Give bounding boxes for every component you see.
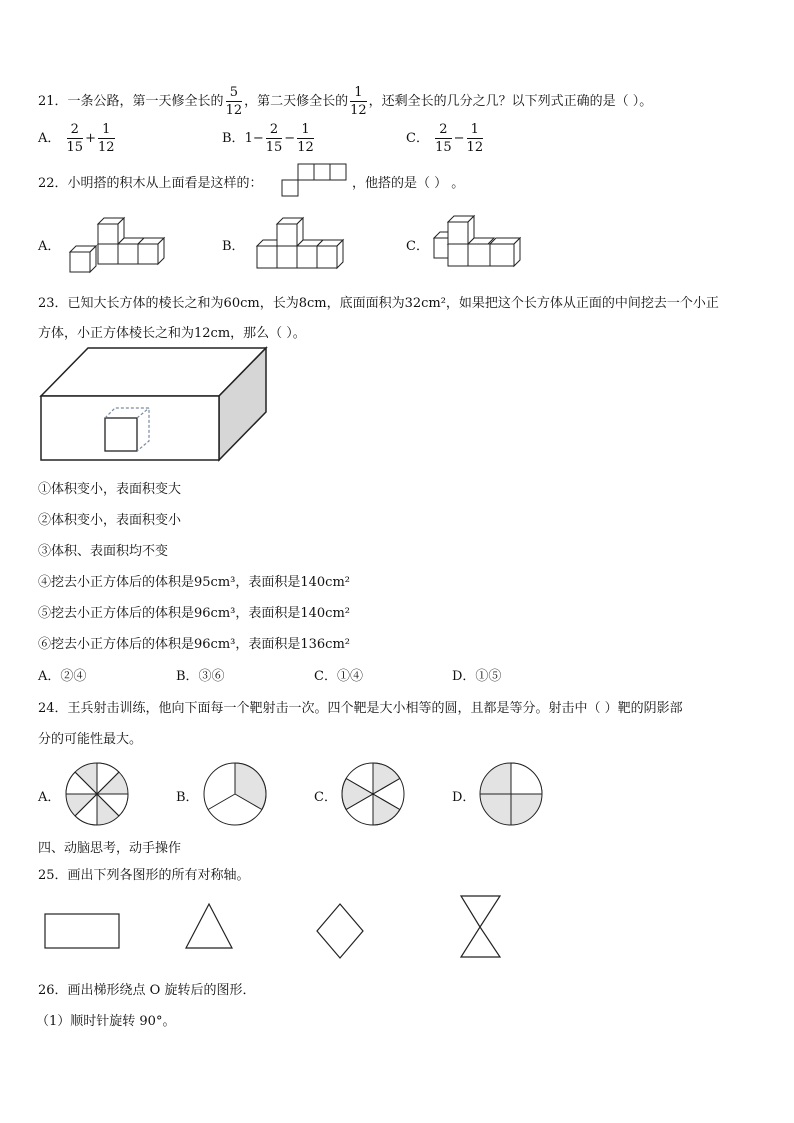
- q23-statement-5: ⑤挖去小正方体后的体积是96cm³，表面积是140cm²: [38, 606, 350, 621]
- q22-option-c[interactable]: C．: [406, 239, 429, 254]
- q23-statement-4: ④挖去小正方体后的体积是95cm³，表面积是140cm²: [38, 575, 350, 590]
- hourglass-shape: [458, 894, 504, 960]
- fraction: $\frac{1}{12}$: [350, 85, 367, 118]
- target-d: [478, 761, 544, 827]
- cube-figure-a: [68, 216, 168, 274]
- section-heading: 四、动脑思考，动手操作: [38, 841, 182, 856]
- fraction: $\frac{5}{12}$: [225, 85, 243, 118]
- q24-option-a[interactable]: A．: [38, 790, 61, 805]
- triangle-shape: [184, 902, 236, 950]
- top-view-figure: [282, 163, 352, 199]
- cuboid-figure: [40, 346, 270, 462]
- cube-figure-c: [432, 214, 532, 274]
- q26-part1: （1）顺时针旋转 90°。: [36, 1014, 176, 1029]
- q23-line2: 方体，小正方体棱长之和为12cm，那么（ ）。: [38, 326, 306, 341]
- q22-option-a[interactable]: A．: [38, 239, 61, 254]
- q24-option-c[interactable]: C．: [314, 790, 337, 805]
- q24-line1: 24．王兵射击训练，他向下面每一个靶射击一次。四个靶是大小相等的圆，且都是等分。射击中（ ）靶的阴影部: [38, 701, 683, 716]
- q22-tail: ，他搭的是（ ） 。: [352, 176, 465, 191]
- q25-stem: 25．画出下列各图形的所有对称轴。: [38, 868, 250, 883]
- q24-option-b[interactable]: B．: [176, 790, 199, 805]
- q24-option-d[interactable]: D．: [452, 790, 476, 805]
- q21-stem: 21．一条公路，第一天修全长的 $\frac{5}{12}$ ，第二天修全长的 $\frac{1}{12}$ ，还剩全长的几分之几？以下列式正确的是（ ）。: [38, 85, 653, 118]
- cube-figure-b: [255, 216, 355, 274]
- q23-option-b[interactable]: B．③⑥: [176, 669, 225, 684]
- q26-stem: 26．画出梯形绕点 O 旋转后的图形．: [38, 983, 256, 998]
- q23-statement-6: ⑥挖去小正方体后的体积是96cm³，表面积是136cm²: [38, 637, 350, 652]
- q21-option-b[interactable]: B．1− $\frac{2}{15}$ − $\frac{1}{12}$: [222, 122, 314, 155]
- q24-line2: 分的可能性最大。: [38, 732, 143, 747]
- q23-statement-3: ③体积、表面积均不变: [38, 544, 169, 559]
- rectangle-shape: [44, 912, 122, 950]
- q23-statement-2: ②体积变小，表面积变小: [38, 513, 182, 528]
- q23-option-c[interactable]: C．①④: [314, 669, 363, 684]
- q23-statement-1: ①体积变小，表面积变大: [38, 482, 182, 497]
- target-b: [202, 761, 268, 827]
- q23-option-a[interactable]: A．②④: [38, 669, 87, 684]
- q21-option-c[interactable]: C． $\frac{2}{15}$ − $\frac{1}{12}$: [406, 122, 484, 155]
- target-a: [64, 761, 130, 827]
- q22-option-b[interactable]: B．: [222, 239, 245, 254]
- target-c: [340, 761, 406, 827]
- q23-option-d[interactable]: D．①⑤: [452, 669, 502, 684]
- q23-line1: 23．已知大长方体的棱长之和为60cm，长为8cm，底面面积为32cm²，如果把这个长方体从正面的中间挖去一个小正: [38, 296, 719, 311]
- rhombus-shape: [315, 902, 367, 960]
- q22-stem: 22．小明搭的积木从上面看是这样的：: [38, 176, 263, 191]
- q21-option-a[interactable]: A． $\frac{2}{15}$ + $\frac{1}{12}$: [38, 122, 115, 155]
